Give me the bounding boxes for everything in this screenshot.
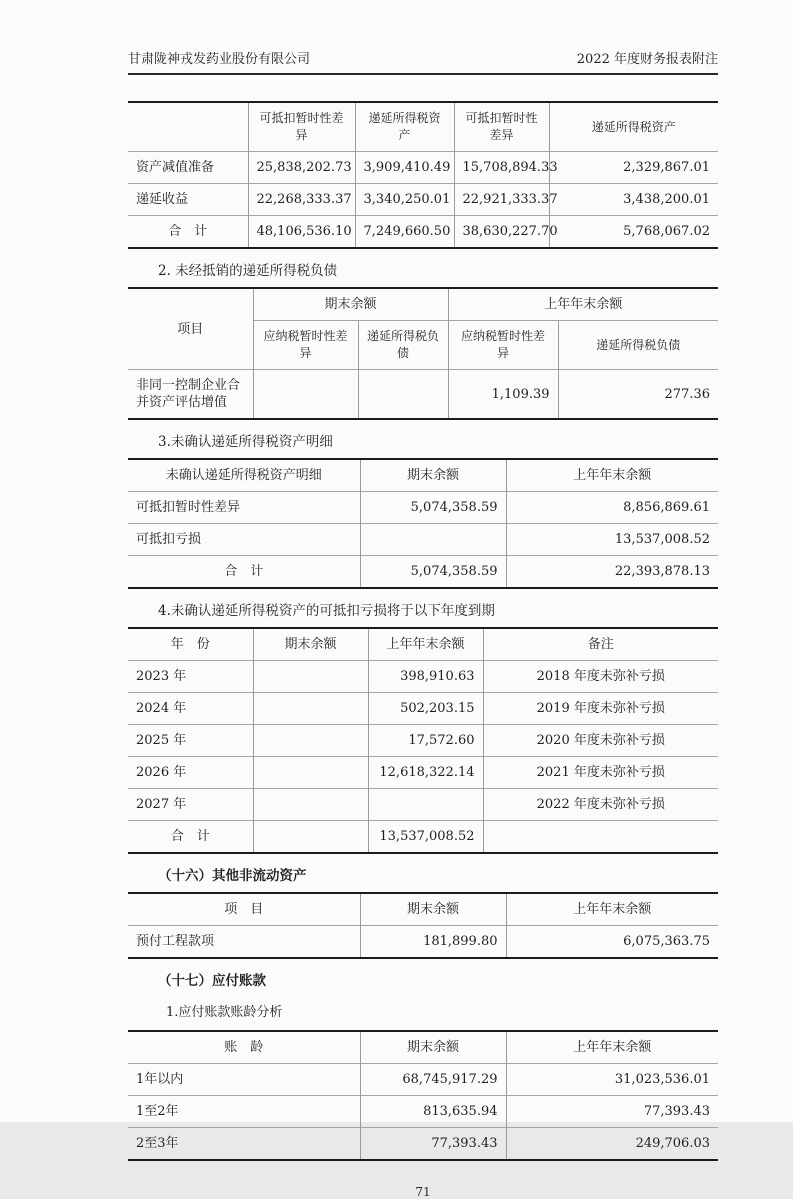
- table-header-row: [128, 459, 718, 492]
- cell-value: 15,708,894.33: [454, 152, 549, 184]
- column-header: 上年年末余额: [368, 628, 483, 661]
- cell-value: 3,438,200.01: [549, 184, 718, 216]
- cell-value: [253, 370, 358, 420]
- accounts-payable-aging-table: [128, 1030, 718, 1161]
- column-header: 期末余额: [360, 1031, 506, 1064]
- table-row: [128, 926, 718, 959]
- column-header: 递延所得税资产: [549, 102, 718, 152]
- column-header: 账 龄: [224, 1040, 264, 1055]
- table-total-row: [128, 821, 718, 854]
- cell-value: 77,393.43: [506, 1096, 718, 1128]
- table-row: [128, 725, 718, 757]
- item-column-header: 项目: [177, 321, 204, 337]
- row-label: 1至2年: [128, 1096, 360, 1128]
- table-row: [128, 184, 718, 216]
- row-label: 资产减值准备: [128, 152, 248, 184]
- row-label: 2024 年: [128, 693, 253, 725]
- column-header: 项 目: [224, 902, 264, 917]
- cell-value: 813,635.94: [360, 1096, 506, 1128]
- cell-value: [360, 524, 506, 556]
- column-header: 备注: [483, 628, 718, 661]
- cell-value: [358, 370, 448, 420]
- table-row: [128, 370, 718, 420]
- table-row: [128, 492, 718, 524]
- section-heading-deferred-tax-liabilities: 2. 未经抵销的递延所得税负债: [158, 263, 338, 279]
- cell-value: 38,630,227.70: [454, 216, 549, 249]
- unrecognized-deferred-tax-table: [128, 458, 718, 589]
- table-row: [128, 152, 718, 184]
- subcolumn-header: 应纳税暂时性差异: [253, 321, 358, 370]
- cell-value: [253, 693, 368, 725]
- page-number: 71: [415, 1185, 431, 1199]
- cell-value: 277.36: [558, 370, 718, 420]
- column-header: 递延所得税资产: [355, 102, 454, 152]
- row-label: 2026 年: [128, 757, 253, 789]
- cell-value: 68,745,917.29: [360, 1064, 506, 1096]
- table-header-row: [128, 1031, 718, 1064]
- subcolumn-header: 应纳税暂时性差异: [448, 321, 558, 370]
- remark-cell: [483, 821, 718, 854]
- cell-value: 502,203.15: [368, 693, 483, 725]
- section-heading-other-noncurrent-assets: （十六）其他非流动资产: [158, 868, 307, 884]
- cell-value: 17,572.60: [368, 725, 483, 757]
- cell-value: 2,329,867.01: [549, 152, 718, 184]
- cell-value: 3,340,250.01: [355, 184, 454, 216]
- table-row: [128, 1064, 718, 1096]
- cell-value: 31,023,536.01: [506, 1064, 718, 1096]
- group-header-closing: 期末余额: [253, 288, 448, 321]
- column-header: [128, 102, 248, 152]
- column-header: 期末余额: [253, 628, 368, 661]
- subcolumn-header: 递延所得税负债: [558, 321, 718, 370]
- cell-value: 7,249,660.50: [355, 216, 454, 249]
- section-heading-deductible-losses-expiry: 4.未确认递延所得税资产的可抵扣亏损将于以下年度到期: [158, 603, 495, 619]
- deductible-losses-expiry-table: [128, 627, 718, 854]
- table-header-row: [128, 893, 718, 926]
- cell-value: 181,899.80: [360, 926, 506, 959]
- cell-value: 6,075,363.75: [506, 926, 718, 959]
- cell-value: [253, 661, 368, 693]
- deferred-tax-assets-table: [128, 101, 718, 249]
- column-header: 上年年末余额: [506, 459, 718, 492]
- row-label: 递延收益: [128, 184, 248, 216]
- cell-value: 22,921,333.37: [454, 184, 549, 216]
- table-row: [128, 524, 718, 556]
- subcolumn-header: 递延所得税负债: [358, 321, 448, 370]
- table-row: [128, 757, 718, 789]
- deferred-tax-liabilities-table: [128, 287, 718, 420]
- column-header: 年 份: [170, 637, 210, 652]
- cell-value: 22,268,333.37: [248, 184, 355, 216]
- cell-value: 22,393,878.13: [506, 556, 718, 589]
- row-label: 1年以内: [128, 1064, 360, 1096]
- cell-value: [253, 725, 368, 757]
- cell-value: 25,838,202.73: [248, 152, 355, 184]
- table-row: [128, 789, 718, 821]
- company-name: 甘肃陇神戎发药业股份有限公司: [128, 52, 311, 67]
- column-header: 期末余额: [360, 459, 506, 492]
- total-label: 合 计: [128, 216, 248, 249]
- row-label: 可抵扣暂时性差异: [128, 492, 360, 524]
- cell-value: 398,910.63: [368, 661, 483, 693]
- cell-value: [253, 757, 368, 789]
- remark-cell: 2019 年度未弥补亏损: [483, 693, 718, 725]
- other-noncurrent-assets-table: [128, 892, 718, 959]
- table-header-row: [128, 102, 718, 152]
- report-note-title: 2022 年度财务报表附注: [576, 52, 718, 67]
- table-row: [128, 1096, 718, 1128]
- table-row: [128, 661, 718, 693]
- column-header: 可抵扣暂时性差异: [454, 102, 549, 152]
- cell-value: 13,537,008.52: [368, 821, 483, 854]
- cell-value: [253, 821, 368, 854]
- page-header: [128, 48, 718, 75]
- column-header: 期末余额: [360, 893, 506, 926]
- cell-value: 5,768,067.02: [549, 216, 718, 249]
- cell-value: [253, 789, 368, 821]
- remark-cell: 2022 年度未弥补亏损: [483, 789, 718, 821]
- cell-value: 1,109.39: [448, 370, 558, 420]
- table-header-group-row: [128, 288, 718, 321]
- remark-cell: 2020 年度未弥补亏损: [483, 725, 718, 757]
- cell-value: 5,074,358.59: [360, 492, 506, 524]
- cell-value: 8,856,869.61: [506, 492, 718, 524]
- row-label: 2023 年: [128, 661, 253, 693]
- total-label: 合 计: [128, 556, 360, 589]
- remark-cell: 2018 年度未弥补亏损: [483, 661, 718, 693]
- column-header: 上年年末余额: [506, 1031, 718, 1064]
- table-row: [128, 693, 718, 725]
- table-header-row: [128, 628, 718, 661]
- column-header: 上年年末余额: [506, 893, 718, 926]
- cell-value: 249,706.03: [506, 1128, 718, 1161]
- table-total-row: [128, 556, 718, 589]
- table-row: [128, 1128, 718, 1161]
- total-label: 合 计: [128, 821, 253, 854]
- row-label: 2至3年: [128, 1128, 360, 1161]
- subsection-heading-aging-analysis: 1.应付账款账龄分析: [166, 1005, 283, 1020]
- cell-value: 48,106,536.10: [248, 216, 355, 249]
- row-label: 可抵扣亏损: [128, 524, 360, 556]
- section-heading-accounts-payable: （十七）应付账款: [158, 973, 266, 989]
- row-label: 2025 年: [128, 725, 253, 757]
- cell-value: 3,909,410.49: [355, 152, 454, 184]
- remark-cell: 2021 年度未弥补亏损: [483, 757, 718, 789]
- row-label: 非同一控制企业合并资产评估增值: [128, 370, 253, 420]
- column-header: 未确认递延所得税资产明细: [165, 468, 322, 483]
- cell-value: [368, 789, 483, 821]
- cell-value: 12,618,322.14: [368, 757, 483, 789]
- row-label: 2027 年: [128, 789, 253, 821]
- section-heading-unrecognized-deferred-tax: 3.未确认递延所得税资产明细: [158, 434, 333, 450]
- cell-value: 77,393.43: [360, 1128, 506, 1161]
- row-label: 预付工程款项: [128, 926, 360, 959]
- cell-value: 13,537,008.52: [506, 524, 718, 556]
- cell-value: 5,074,358.59: [360, 556, 506, 589]
- column-header: 可抵扣暂时性差异: [248, 102, 355, 152]
- table-total-row: [128, 216, 718, 249]
- group-header-prior-year: 上年年末余额: [448, 288, 718, 321]
